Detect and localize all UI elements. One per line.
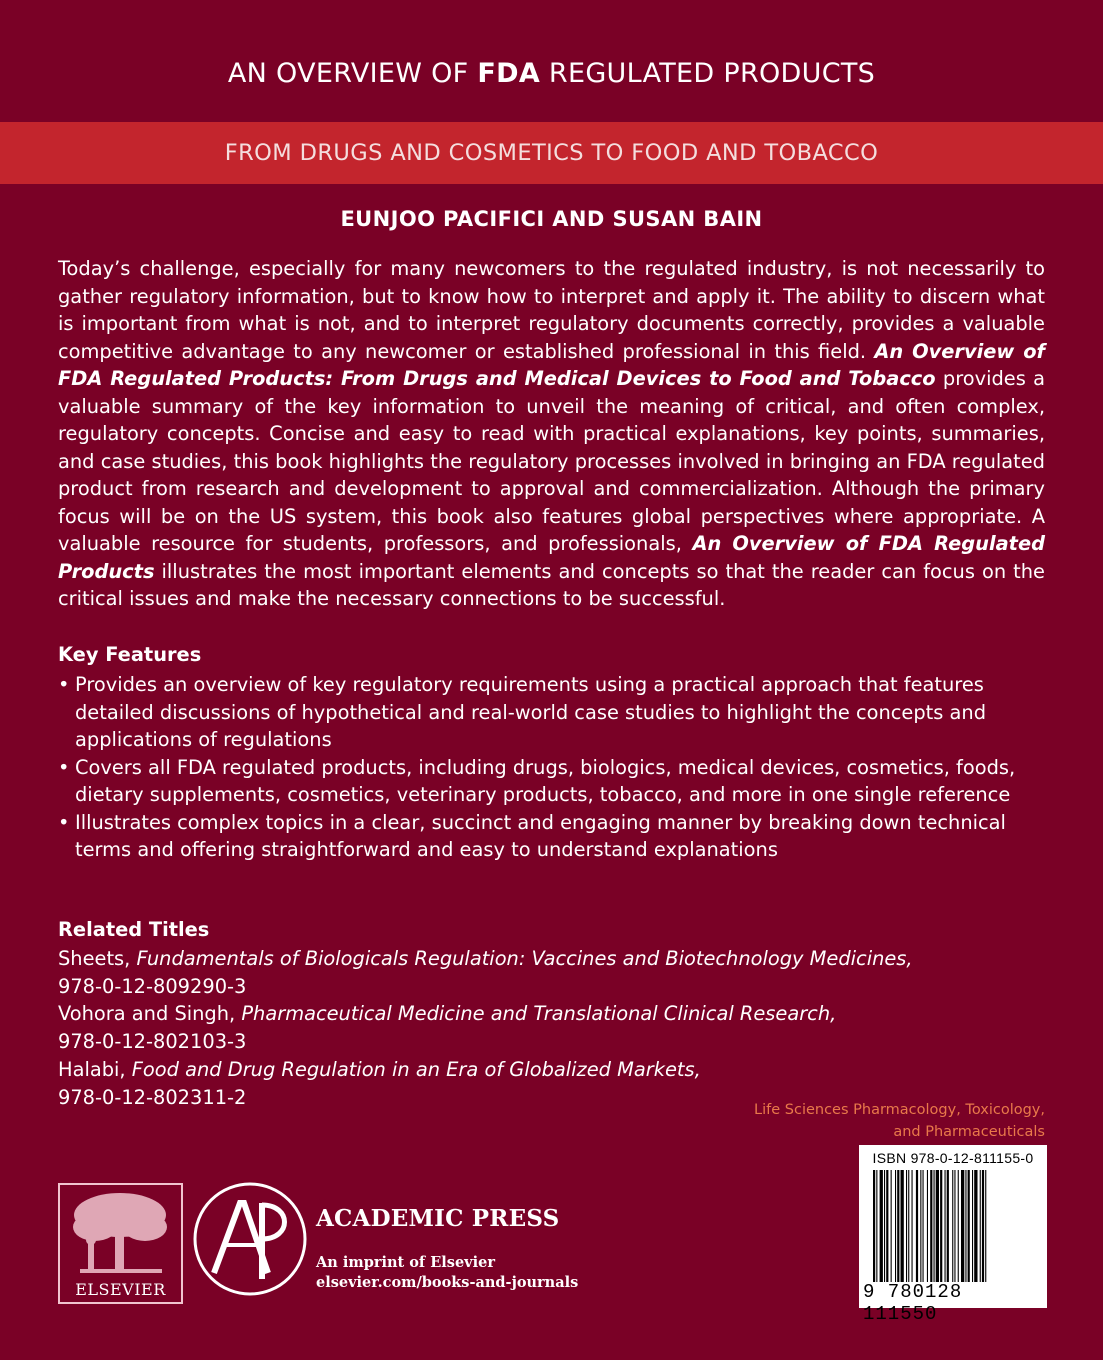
barcode-number: 9 780128 111550 [863,1281,963,1325]
description-part: provides a valuable summary of the key information to unveil the meaning of critical, and often complex, regulatory concepts. Concise and easy to read with practical explanations, key points, summaries, and case studies, this book highlights the regulatory processes involved in bringing an FDA regulated product from research and development to approval and commercialization. Although the primary focus will be on the US system, this book also features global perspectives where appropriate. A valuable resource for students, professors, and professionals, [58,367,1045,555]
key-features-heading: Key Features [58,643,202,666]
related-title: Food and Drug Regulation in an Era of Globalized Markets, [131,1057,701,1081]
barcode-bars-icon [873,1170,1037,1282]
title-bold: FDA [477,58,541,89]
academic-press-logo-icon [192,1181,308,1297]
related-title-entry [58,945,1048,1000]
publisher-url: elsevier.com/books-and-journals [316,1274,579,1291]
feature-text: Covers all FDA regulated products, including drugs, biologics, medical devices, cosmetics, foods, dietary supplements, cosmetics, veterinary products, tobacco, and more in one single reference [75,755,1016,806]
list-item [58,671,1048,754]
related-title: Pharmaceutical Medicine and Translational Clinical Research, [241,1002,837,1026]
description-part: Today’s challenge, especially for many newcomers to the regulated industry, is not necessarily to gather regulatory information, but to know how to interpret and apply it. The ability to discern what is important from what is not, and to interpret regulatory documents correctly, provides a valuable competitive advantage to any newcomer or established professional in this field. [58,257,1045,363]
description-book-title: An Overview of FDA Regulated Products [58,532,1045,583]
description-part: illustrates the most important elements and concepts so that the reader can focus on the critical issues and make the necessary connections to be successful. [58,559,1045,610]
bullet-icon: • [58,810,70,834]
title-suffix: REGULATED PRODUCTS [540,58,876,89]
related-isbn: 978-0-12-802311-2 [58,1085,247,1109]
isbn-label: ISBN 978-0-12-811155-0 [872,1150,1034,1166]
tree-icon [60,1185,181,1281]
barcode [859,1145,1047,1325]
elsevier-logo [58,1183,183,1304]
related-author: Halabi, [58,1057,132,1081]
feature-text: Illustrates complex topics in a clear, succinct and engaging manner by breaking down technical terms and offering straightforward and easy to understand explanations [75,810,1006,861]
related-titles-list [58,945,1048,1111]
category-line: Life Sciences Pharmacology, Toxicology, [754,1102,1045,1118]
authors: EUNJOO PACIFICI AND SUSAN BAIN [340,207,763,231]
category-line: and Pharmaceuticals [893,1124,1045,1140]
description-book-title: An Overview of FDA Regulated Products: From Drugs and Medical Devices to Food and Tobacco [58,339,1045,390]
related-author: Vohora and Singh, [58,1002,242,1026]
related-title-entry [58,1000,1048,1055]
related-titles-heading: Related Titles [58,918,210,941]
key-features-list [58,671,1048,864]
book-subtitle: FROM DRUGS AND COSMETICS TO FOOD AND TOBACCO [224,140,879,166]
list-item [58,809,1048,864]
list-item [58,754,1048,809]
publisher-imprint: An imprint of Elsevier [316,1254,495,1271]
related-isbn: 978-0-12-802103-3 [58,1030,247,1054]
bullet-icon: • [58,755,70,779]
bullet-icon: • [58,673,70,696]
feature-text: Provides an overview of key regulatory requirements using a practical approach that features detailed discussions of hypothetical and real-world case studies to highlight the concepts and applications of regulations [75,673,987,751]
related-isbn: 978-0-12-809290-3 [58,974,247,998]
related-author: Sheets, [58,947,137,970]
elsevier-wordmark: ELSEVIER [75,1280,166,1299]
book-title [0,58,1103,89]
publisher-name: ACADEMIC PRESS [316,1205,560,1232]
related-title: Fundamentals of Biologicals Regulation: Vaccines and Biotechnology Medicines, [136,947,913,970]
title-prefix: AN OVERVIEW OF [227,58,478,89]
description [58,255,1045,613]
subject-category [754,1099,1045,1143]
